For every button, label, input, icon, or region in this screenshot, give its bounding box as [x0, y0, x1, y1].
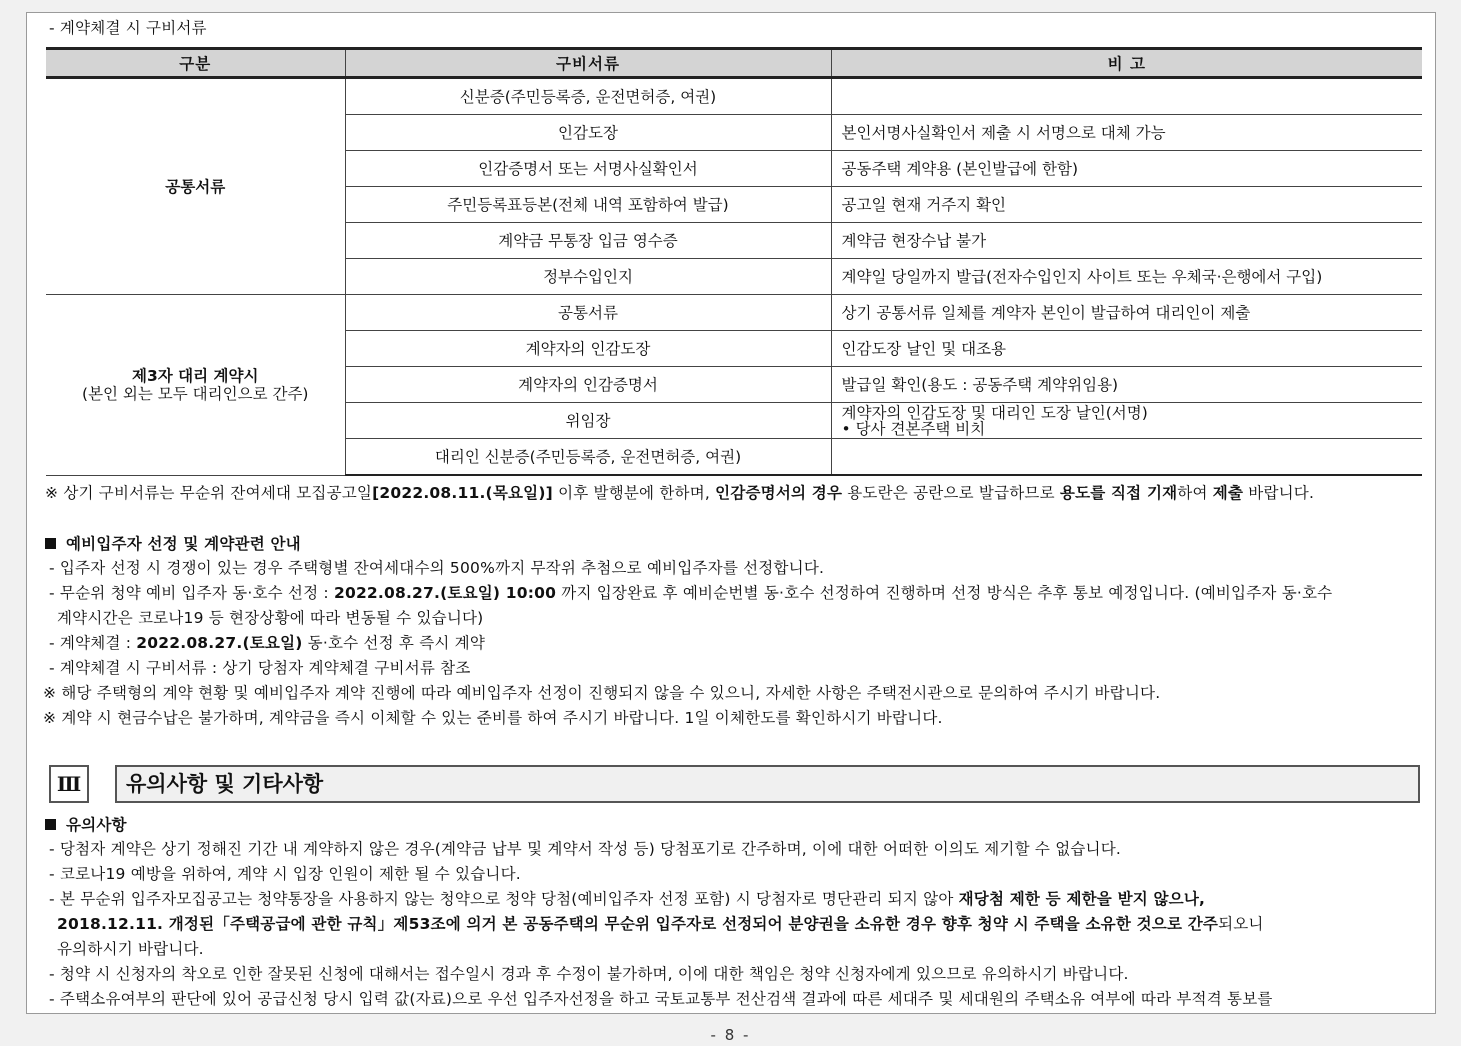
- footnote-text: 용도란은 공란으로 발급하므로: [842, 484, 1060, 502]
- document-cell: 위임장: [345, 403, 831, 439]
- document-page: [26, 12, 1436, 1014]
- remark-cell: 공고일 현재 거주지 확인: [831, 187, 1422, 223]
- square-bullet-icon: [45, 819, 56, 830]
- footnote-text: 하여: [1177, 484, 1213, 502]
- group-subtitle: (본인 외는 모두 대리인으로 간주): [82, 384, 309, 403]
- footnote-text: 이후 발행분에 한하며,: [552, 484, 716, 502]
- bold-text: 재당첨 제한 등 제한을 받지 않으나,: [958, 890, 1206, 908]
- text: - 계약체결 :: [49, 634, 137, 652]
- reserve-line: [49, 633, 485, 653]
- required-documents-table: [46, 47, 1422, 476]
- section-title: 유의사항 및 기타사항: [115, 765, 1420, 803]
- remark-cell: [831, 439, 1422, 476]
- notice-line: [57, 914, 1264, 934]
- table-row: [46, 295, 1422, 331]
- text: 동·호수 선정 후 즉시 계약: [302, 634, 486, 652]
- group-cell-proxy: [46, 295, 345, 476]
- text: 까지 입장완료 후 예비순번별 동·호수 선정하여 진행하며 선정 방식은 추후 통보 예정입니다. (예비입주자 동·호수: [556, 584, 1333, 602]
- remark-cell: 본인서명사실확인서 제출 시 서명으로 대체 가능: [831, 115, 1422, 151]
- reserve-line: ※ 계약 시 현금수납은 불가하며, 계약금을 즉시 이체할 수 있는 준비를 하여 주시기 바랍니다. 1일 이체한도를 확인하시기 바랍니다.: [43, 709, 943, 727]
- group-cell-common: [46, 78, 345, 295]
- header-remarks: 비 고: [831, 49, 1422, 78]
- notice-heading-text: 유의사항: [66, 816, 127, 834]
- footnote-text: ※ 상기 구비서류는 무순위 잔여세대 모집공고일: [45, 484, 373, 502]
- documents-footnote: [45, 483, 1314, 503]
- reserve-heading-text: 예비입주자 선정 및 계약관련 안내: [66, 535, 301, 553]
- text: 되오니: [1218, 915, 1264, 933]
- header-category: 구분: [46, 49, 345, 78]
- bold-text: 2018.12.11. 개정된「주택공급에 관한 규칙」제53조에 의거 본 공동주택의 무순위 입주자로 선정되어 분양권을 소유한 경우 향후 청약 시 주택을 소유한 것으로 간주: [57, 915, 1219, 933]
- reserve-line: - 계약체결 시 구비서류 : 상기 당첨자 계약체결 구비서류 참조: [49, 659, 471, 677]
- notice-line: - 당첨자 계약은 상기 정해진 기간 내 계약하지 않은 경우(계약금 납부 및 계약서 작성 등) 당첨포기로 간주하며, 이에 대한 어떠한 이의도 제기할 수 없습니다.: [49, 840, 1122, 858]
- text: - 무순위 청약 예비 입주자 동·호수 선정 :: [49, 584, 334, 602]
- section-number: Ⅲ: [49, 765, 89, 803]
- bold-text: 2022.08.27.(토요일) 10:00: [333, 584, 557, 602]
- remark-cell: 상기 공통서류 일체를 계약자 본인이 발급하여 대리인이 제출: [831, 295, 1422, 331]
- header-documents: 구비서류: [345, 49, 831, 78]
- document-cell: 계약자의 인감도장: [345, 331, 831, 367]
- document-cell: 신분증(주민등록증, 운전면허증, 여권): [345, 78, 831, 115]
- footnote-bold: 제출: [1212, 484, 1244, 502]
- reserve-heading: [45, 534, 301, 554]
- notice-line: - 주택소유여부의 판단에 있어 공급신청 당시 입력 값(자료)으로 우선 입주자선정을 하고 국토교통부 전산검색 결과에 따른 세대주 및 세대원의 주택소유 여부에 따라 부적격 통보를: [49, 990, 1273, 1008]
- table-row: [46, 78, 1422, 115]
- text: - 본 무순위 입주자모집공고는 청약통장을 사용하지 않는 청약으로 청약 당첨(예비입주자 선정 포함) 시 당첨자로 명단관리 되지 않아: [49, 890, 959, 908]
- reserve-line: ※ 해당 주택형의 계약 현황 및 예비입주자 계약 진행에 따라 예비입주자 선정이 진행되지 않을 수 있으니, 자세한 사항은 주택전시관으로 문의하여 주시기 바랍니다.: [43, 684, 1161, 702]
- notice-line: - 청약 시 신청자의 착오로 인한 잘못된 신청에 대해서는 접수일시 경과 후 수정이 불가하며, 이에 대한 책임은 청약 신청자에게 있으므로 유의하시기 바랍니다.: [49, 965, 1129, 983]
- document-cell: 정부수입인지: [345, 259, 831, 295]
- notice-line: 유의하시기 바랍니다.: [57, 940, 204, 958]
- group-name: 제3자 대리 계약시: [132, 366, 259, 385]
- remark-cell: 공동주택 계약용 (본인발급에 한함): [831, 151, 1422, 187]
- remark-cell: 인감도장 날인 및 대조용: [831, 331, 1422, 367]
- remark-cell: 계약일 당일까지 발급(전자수입인지 사이트 또는 우체국·은행에서 구입): [831, 259, 1422, 295]
- notice-line: - 코로나19 예방을 위하여, 계약 시 입장 인원이 제한 될 수 있습니다.: [49, 865, 521, 883]
- document-cell: 인감증명서 또는 서명사실확인서: [345, 151, 831, 187]
- square-bullet-icon: [45, 538, 56, 549]
- footnote-text: 바랍니다.: [1243, 484, 1315, 502]
- group-name: 공통서류: [165, 177, 226, 196]
- remark-line: 계약자의 인감도장 및 대리인 도장 날인(서명): [841, 403, 1148, 422]
- reserve-line: [49, 583, 1332, 603]
- reserve-line: 계약시간은 코로나19 등 현장상황에 따라 변동될 수 있습니다): [57, 609, 484, 627]
- footnote-bold: [2022.08.11.(목요일)]: [372, 484, 553, 502]
- notice-line: [49, 889, 1205, 909]
- remark-cell: [831, 78, 1422, 115]
- footnote-bold: 용도를 직접 기재: [1059, 484, 1178, 502]
- reserve-line: - 입주자 선정 시 경쟁이 있는 경우 주택형별 잔여세대수의 500%까지 무작위 추첨으로 예비입주자를 선정합니다.: [49, 559, 825, 577]
- remark-cell: [831, 403, 1422, 439]
- document-cell: 인감도장: [345, 115, 831, 151]
- docs-title: - 계약체결 시 구비서류: [49, 19, 207, 37]
- document-cell: 공통서류: [345, 295, 831, 331]
- page-number: - 8 -: [710, 1026, 751, 1044]
- remark-line: • 당사 견본주택 비치: [841, 419, 986, 438]
- notice-heading: [45, 815, 127, 835]
- document-cell: 계약금 무통장 입금 영수증: [345, 223, 831, 259]
- document-cell: 계약자의 인감증명서: [345, 367, 831, 403]
- footnote-bold: 인감증명서의 경우: [715, 484, 843, 502]
- table-header-row: [46, 49, 1422, 78]
- bold-text: 2022.08.27.(토요일): [136, 634, 303, 652]
- remark-cell: 발급일 확인(용도 : 공동주택 계약위임용): [831, 367, 1422, 403]
- document-cell: 주민등록표등본(전체 내역 포함하여 발급): [345, 187, 831, 223]
- document-cell: 대리인 신분증(주민등록증, 운전면허증, 여권): [345, 439, 831, 476]
- remark-cell: 계약금 현장수납 불가: [831, 223, 1422, 259]
